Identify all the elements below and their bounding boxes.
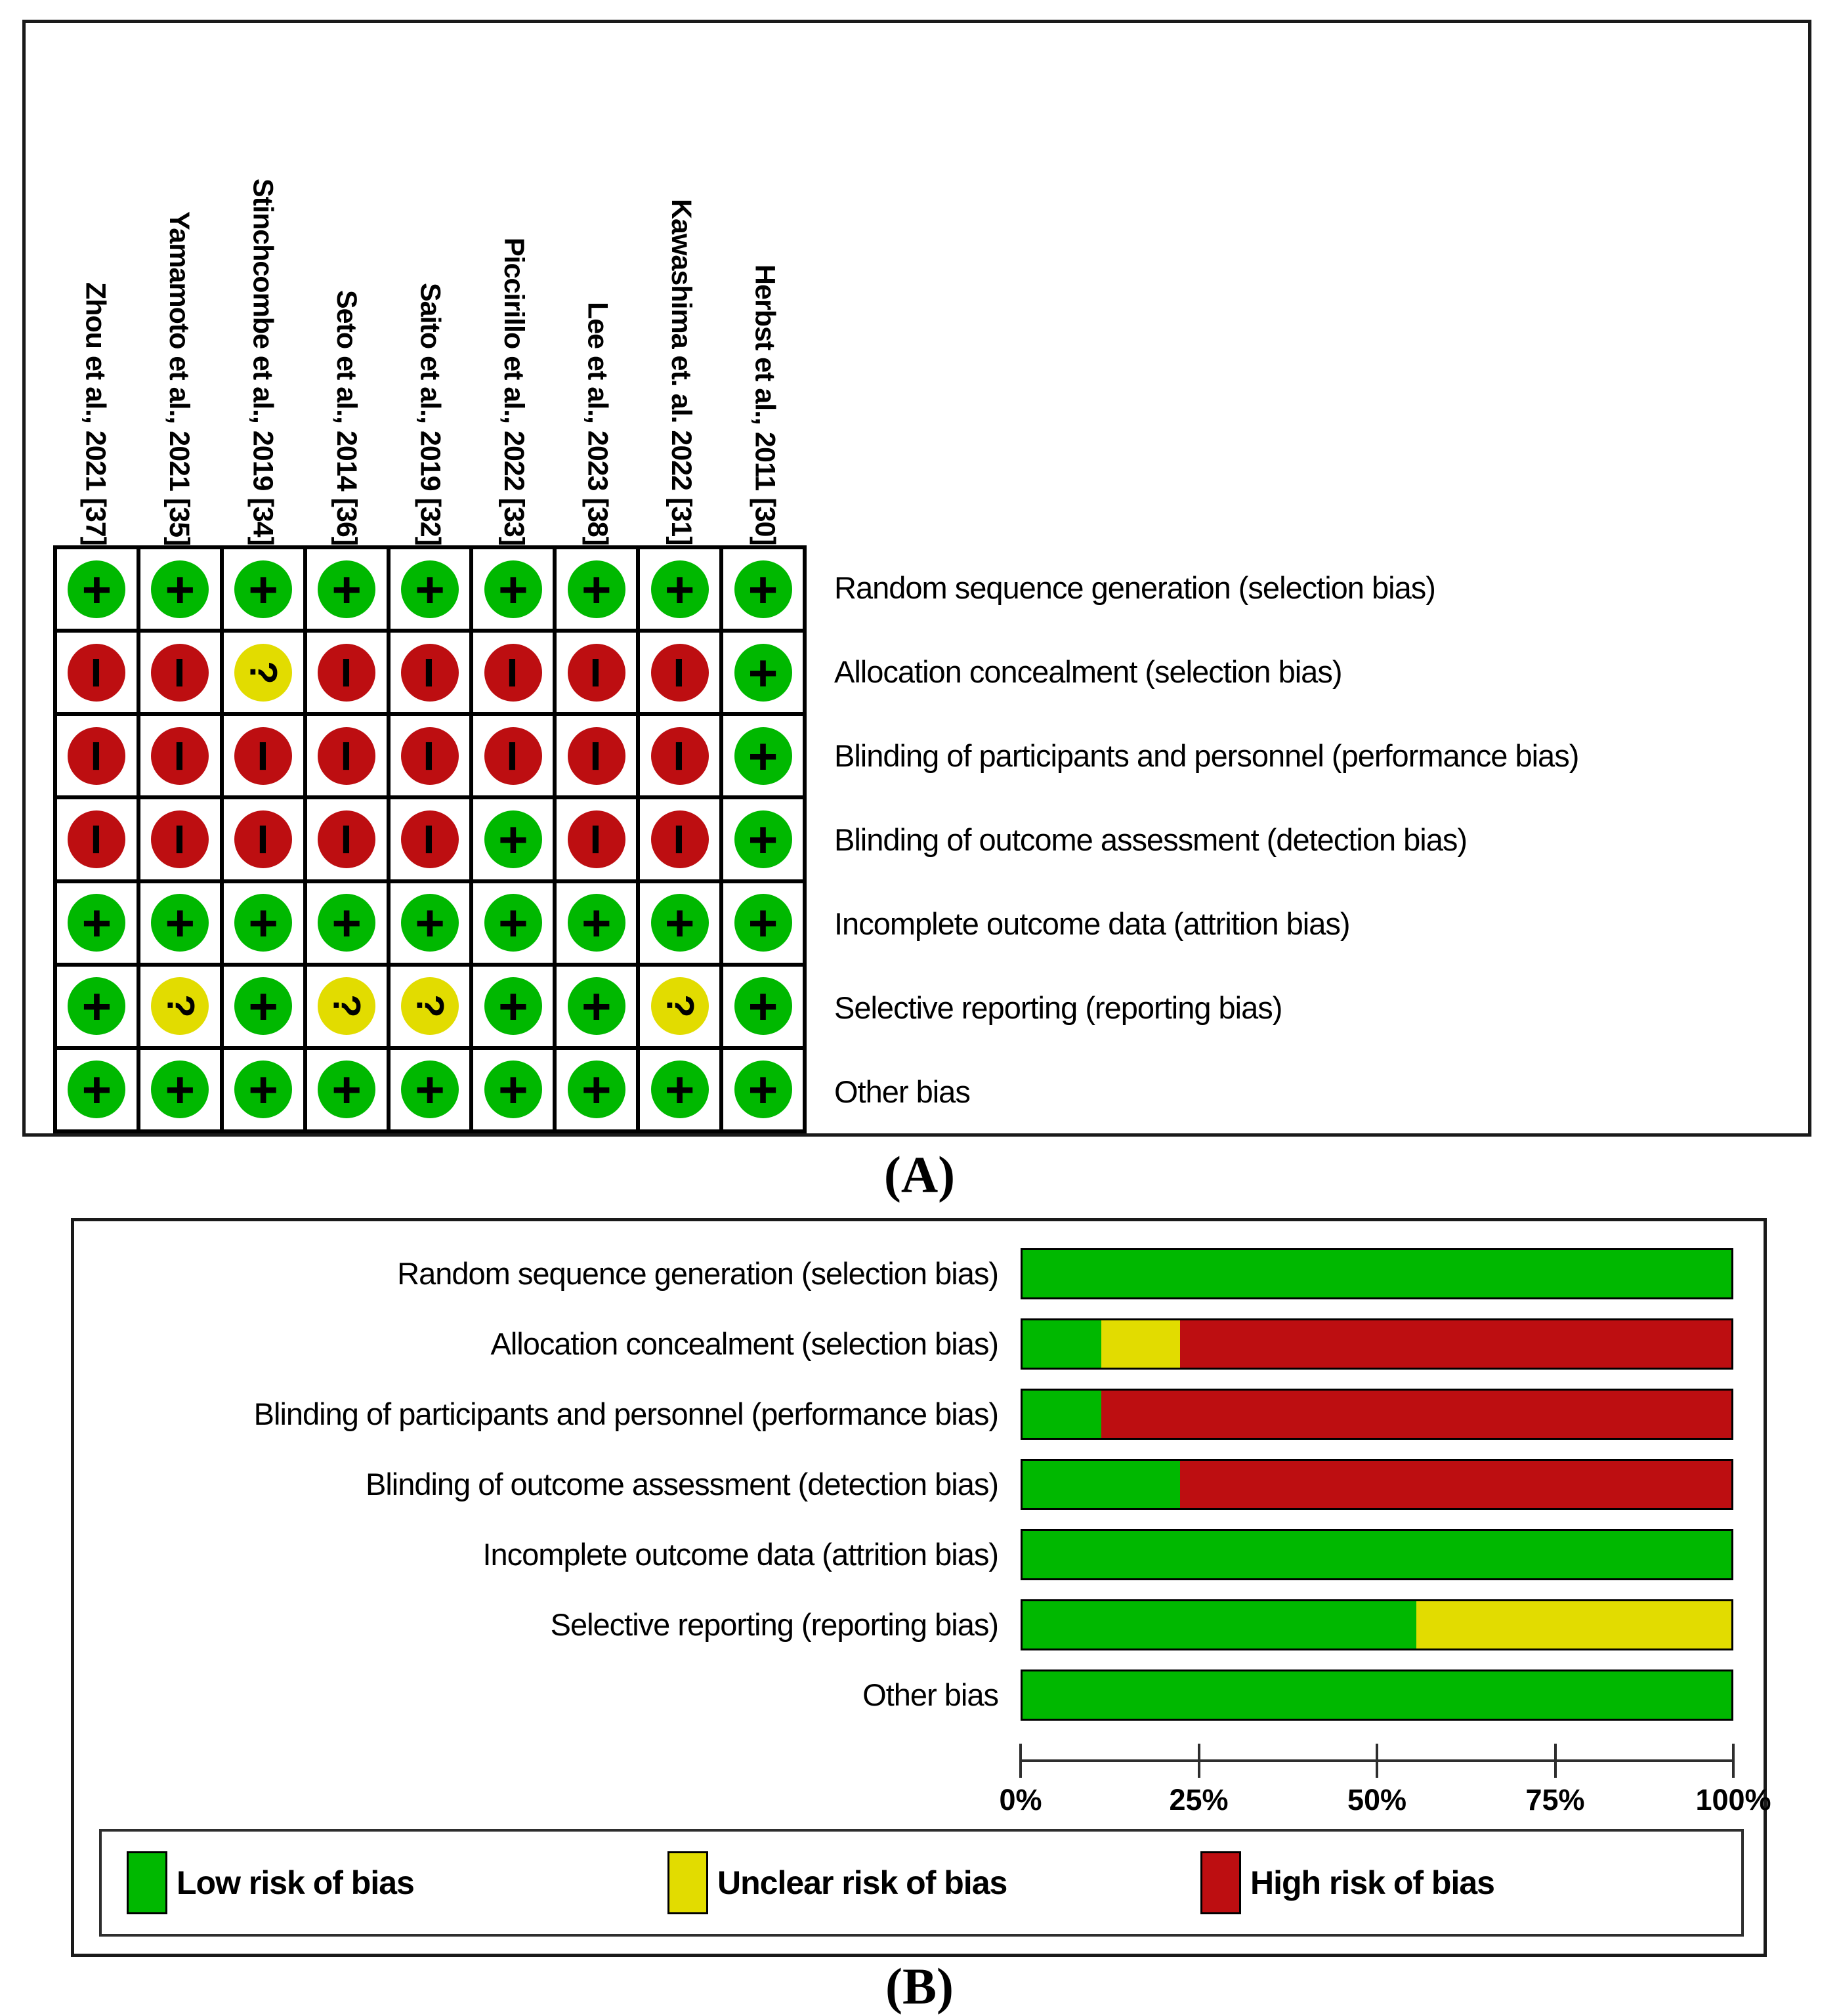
rob-symbol-low: + bbox=[748, 810, 778, 868]
rob-circle-low bbox=[484, 894, 542, 952]
rob-cell bbox=[555, 547, 638, 631]
rob-cell bbox=[638, 965, 721, 1048]
rob-symbol-low: + bbox=[415, 1060, 445, 1119]
rob-cell bbox=[305, 965, 389, 1048]
bar-track bbox=[1021, 1318, 1733, 1370]
rob-symbol-high: − bbox=[648, 656, 711, 689]
rob-symbol-high: − bbox=[316, 740, 378, 772]
rob-circle-low bbox=[651, 1060, 709, 1118]
rob-symbol-low: + bbox=[748, 726, 778, 785]
rob-circle-unclear bbox=[318, 977, 375, 1035]
domain-labels bbox=[834, 545, 1806, 1133]
panel-a-risk-of-bias-summary bbox=[22, 20, 1811, 1137]
rob-symbol-high: − bbox=[565, 823, 627, 856]
domain-label: Blinding of outcome assessment (detection bias) bbox=[834, 822, 1468, 857]
bar-segment-low bbox=[1023, 1461, 1180, 1508]
legend-swatch-unclear bbox=[667, 1851, 708, 1914]
rob-circle-low bbox=[484, 810, 542, 868]
rob-cell bbox=[638, 1048, 721, 1131]
legend-item-low bbox=[127, 1832, 414, 1934]
rob-circle-low bbox=[318, 894, 375, 952]
study-header-cell bbox=[555, 32, 639, 545]
rob-cell bbox=[138, 1048, 222, 1131]
bar-segment-low bbox=[1023, 1320, 1101, 1368]
rob-cell bbox=[555, 631, 638, 714]
rob-symbol-high: − bbox=[149, 740, 211, 772]
rob-cell bbox=[222, 881, 305, 965]
rob-cell bbox=[555, 965, 638, 1048]
study-header-cell bbox=[305, 32, 389, 545]
rob-symbol-low: + bbox=[498, 894, 528, 952]
rob-symbol-low: + bbox=[331, 1060, 362, 1119]
rob-circle-low bbox=[734, 894, 792, 952]
rob-circle-low bbox=[568, 1060, 625, 1118]
bar-segment-unclear bbox=[1101, 1320, 1180, 1368]
study-label: Yamamoto et al., 2021 [35] bbox=[163, 211, 195, 545]
rob-symbol-low: + bbox=[331, 894, 362, 952]
rob-circle-low bbox=[318, 560, 375, 618]
rob-cell bbox=[389, 547, 472, 631]
rob-cell bbox=[389, 714, 472, 797]
rob-symbol-low: + bbox=[248, 894, 278, 952]
rob-cell bbox=[555, 714, 638, 797]
rob-symbol-low: + bbox=[581, 1060, 612, 1119]
study-header-cell bbox=[221, 32, 305, 545]
bar-segment-high bbox=[1180, 1320, 1731, 1368]
study-header-cell bbox=[388, 32, 472, 545]
rob-circle-high bbox=[316, 727, 378, 785]
legend-swatch-high bbox=[1200, 1851, 1241, 1914]
rob-cell bbox=[721, 1048, 805, 1131]
rob-circle-low bbox=[234, 560, 292, 618]
domain-label: Incomplete outcome data (attrition bias) bbox=[834, 906, 1350, 941]
study-headers bbox=[53, 32, 807, 545]
rob-circle-unclear bbox=[234, 644, 292, 702]
rob-circle-low bbox=[651, 560, 709, 618]
rob-cell bbox=[305, 797, 389, 881]
rob-circle-high bbox=[66, 644, 128, 702]
rob-circle-high bbox=[66, 727, 128, 785]
rob-cell bbox=[471, 631, 555, 714]
rob-symbol-low: + bbox=[664, 1060, 695, 1119]
rob-circle-low bbox=[318, 1060, 375, 1118]
rob-cell bbox=[138, 714, 222, 797]
rob-circle-high bbox=[398, 727, 461, 785]
bar-segment-low bbox=[1023, 1601, 1416, 1648]
rob-symbol-high: − bbox=[66, 656, 128, 689]
rob-symbol-low: + bbox=[165, 1060, 196, 1119]
rob-symbol-high: − bbox=[648, 823, 711, 856]
rob-cell bbox=[389, 881, 472, 965]
rob-symbol-low: + bbox=[331, 560, 362, 618]
study-header-cell bbox=[639, 32, 723, 545]
bar-segment-low bbox=[1023, 1250, 1731, 1297]
rob-circle-low bbox=[68, 894, 125, 952]
rob-symbol-high: − bbox=[648, 740, 711, 772]
bar-track bbox=[1021, 1459, 1733, 1510]
rob-circle-high bbox=[484, 644, 542, 702]
axis-tick bbox=[1376, 1744, 1378, 1778]
rob-circle-high bbox=[565, 644, 627, 702]
rob-cell bbox=[305, 547, 389, 631]
rob-symbol-high: − bbox=[316, 656, 378, 689]
rob-symbol-high: − bbox=[565, 740, 627, 772]
rob-symbol-low: + bbox=[664, 894, 695, 952]
rob-symbol-high: − bbox=[316, 823, 378, 856]
rob-circle-high bbox=[398, 644, 461, 702]
rob-symbol-high: − bbox=[66, 823, 128, 856]
rob-cell bbox=[471, 714, 555, 797]
rob-symbol-high: − bbox=[149, 823, 211, 856]
rob-symbol-low: + bbox=[748, 643, 778, 702]
study-label: Lee et al., 2023 [38] bbox=[581, 302, 614, 545]
axis-tick-label: 0% bbox=[999, 1783, 1042, 1816]
rob-circle-low bbox=[234, 1060, 292, 1118]
rob-cell bbox=[138, 881, 222, 965]
rob-cell bbox=[638, 881, 721, 965]
bar-track bbox=[1021, 1599, 1733, 1650]
study-label: Saito et al., 2019 [32] bbox=[414, 282, 446, 545]
rob-symbol-low: + bbox=[748, 1060, 778, 1119]
rob-circle-low bbox=[734, 644, 792, 702]
rob-cell bbox=[389, 1048, 472, 1131]
rob-cell bbox=[721, 797, 805, 881]
domain-label: Random sequence generation (selection bias) bbox=[834, 570, 1435, 605]
rob-circle-low bbox=[734, 977, 792, 1035]
rob-cell bbox=[222, 547, 305, 631]
rob-cell bbox=[55, 881, 138, 965]
rob-symbol-low: + bbox=[415, 560, 445, 618]
rob-circle-low bbox=[401, 560, 459, 618]
rob-circle-low bbox=[568, 894, 625, 952]
study-label: Herbst et al., 2011 [30] bbox=[749, 264, 781, 545]
rob-cell bbox=[305, 631, 389, 714]
rob-cell bbox=[638, 797, 721, 881]
rob-cell bbox=[389, 797, 472, 881]
rob-circle-high bbox=[648, 810, 711, 868]
rob-symbol-unclear: ? bbox=[242, 660, 285, 684]
study-label: Seto et al., 2014 [36] bbox=[330, 289, 362, 545]
rob-circle-low bbox=[484, 977, 542, 1035]
chart-rows bbox=[74, 1238, 1764, 1730]
rob-grid bbox=[53, 545, 807, 1133]
rob-circle-low bbox=[734, 727, 792, 785]
rob-cell bbox=[55, 631, 138, 714]
bar-track bbox=[1021, 1389, 1733, 1440]
rob-circle-high bbox=[316, 810, 378, 868]
rob-symbol-high: − bbox=[149, 656, 211, 689]
legend-item-unclear bbox=[667, 1832, 1007, 1934]
rob-circle-low bbox=[68, 1060, 125, 1118]
rob-circle-unclear bbox=[401, 977, 459, 1035]
bar-segment-low bbox=[1023, 1671, 1731, 1719]
study-header-cell bbox=[723, 32, 807, 545]
rob-circle-low bbox=[151, 560, 209, 618]
rob-cell bbox=[305, 881, 389, 965]
caption-b: (B) bbox=[885, 1958, 954, 2015]
axis-tick bbox=[1732, 1744, 1735, 1778]
rob-cell bbox=[222, 714, 305, 797]
rob-symbol-low: + bbox=[498, 810, 528, 868]
axis-tick-label: 25% bbox=[1169, 1783, 1229, 1816]
rob-circle-low bbox=[568, 560, 625, 618]
bar-track bbox=[1021, 1529, 1733, 1580]
bar-segment-high bbox=[1101, 1391, 1731, 1438]
rob-symbol-low: + bbox=[81, 894, 112, 952]
rob-cell bbox=[55, 1048, 138, 1131]
rob-circle-high bbox=[565, 810, 627, 868]
x-axis bbox=[999, 1759, 1771, 1816]
rob-circle-low bbox=[401, 894, 459, 952]
axis-tick-label: 75% bbox=[1525, 1783, 1585, 1816]
rob-symbol-high: − bbox=[398, 823, 461, 856]
rob-circle-high bbox=[66, 810, 128, 868]
rob-circle-low bbox=[234, 894, 292, 952]
rob-symbol-high: − bbox=[66, 740, 128, 772]
bar-segment-low bbox=[1023, 1391, 1101, 1438]
bar-label: Blinding of participants and personnel (performance bias) bbox=[253, 1396, 998, 1431]
rob-symbol-low: + bbox=[248, 977, 278, 1036]
rob-symbol-low: + bbox=[498, 977, 528, 1036]
rob-cell bbox=[389, 965, 472, 1048]
study-header-cell bbox=[53, 32, 137, 545]
rob-cell bbox=[555, 1048, 638, 1131]
rob-cell bbox=[222, 1048, 305, 1131]
bar-segment-low bbox=[1023, 1531, 1731, 1578]
rob-circle-unclear bbox=[651, 977, 709, 1035]
rob-symbol-low: + bbox=[81, 1060, 112, 1119]
bar-track bbox=[1021, 1248, 1733, 1299]
rob-cell bbox=[555, 881, 638, 965]
axis-tick bbox=[1019, 1744, 1022, 1778]
rob-symbol-low: + bbox=[498, 1060, 528, 1119]
rob-circle-high bbox=[648, 644, 711, 702]
rob-symbol-high: − bbox=[232, 823, 295, 856]
rob-symbol-unclear: ? bbox=[408, 994, 452, 1018]
rob-symbol-low: + bbox=[664, 560, 695, 618]
rob-symbol-low: + bbox=[498, 560, 528, 618]
rob-circle-high bbox=[151, 810, 209, 868]
rob-cell bbox=[138, 965, 222, 1048]
domain-label: Other bias bbox=[834, 1074, 970, 1109]
rob-circle-low bbox=[151, 894, 209, 952]
rob-circle-low bbox=[151, 1060, 209, 1118]
domain-label: Selective reporting (reporting bias) bbox=[834, 990, 1282, 1025]
rob-circle-high bbox=[648, 727, 711, 785]
rob-cell bbox=[471, 547, 555, 631]
rob-symbol-low: + bbox=[581, 894, 612, 952]
bar-label: Allocation concealment (selection bias) bbox=[490, 1326, 998, 1361]
rob-circle-unclear bbox=[151, 977, 209, 1035]
rob-circle-high bbox=[484, 727, 542, 785]
legend-label: Unclear risk of bias bbox=[717, 1864, 1007, 1901]
rob-symbol-low: + bbox=[748, 894, 778, 952]
bar-label: Blinding of outcome assessment (detection bias) bbox=[365, 1467, 998, 1502]
study-label: Zhou et al., 2021 [37] bbox=[79, 282, 112, 545]
rob-symbol-low: + bbox=[248, 560, 278, 618]
rob-cell bbox=[305, 714, 389, 797]
axis-tick-label: 100% bbox=[1695, 1783, 1771, 1816]
rob-symbol-high: − bbox=[482, 740, 544, 772]
rob-cell bbox=[138, 631, 222, 714]
rob-symbol-high: − bbox=[398, 656, 461, 689]
rob-symbol-high: − bbox=[398, 740, 461, 772]
bar-label: Other bias bbox=[862, 1677, 998, 1712]
bar-row bbox=[74, 1660, 1764, 1730]
panel-b-risk-of-bias-graph bbox=[71, 1218, 1771, 1957]
legend-item-high bbox=[1200, 1832, 1494, 1934]
rob-circle-high bbox=[565, 727, 627, 785]
rob-symbol-low: + bbox=[165, 894, 196, 952]
study-label: Kawashima et. al. 2022 [31] bbox=[666, 199, 698, 545]
rob-cell bbox=[721, 881, 805, 965]
rob-circle-high bbox=[232, 810, 295, 868]
rob-circle-low bbox=[401, 1060, 459, 1118]
rob-symbol-low: + bbox=[415, 894, 445, 952]
rob-cell bbox=[638, 714, 721, 797]
bar-row bbox=[74, 1309, 1764, 1379]
study-header-cell bbox=[137, 32, 221, 545]
bar-row bbox=[74, 1379, 1764, 1449]
rob-symbol-low: + bbox=[248, 1060, 278, 1119]
rob-circle-low bbox=[734, 810, 792, 868]
rob-cell bbox=[55, 547, 138, 631]
bar-row bbox=[74, 1519, 1764, 1589]
rob-symbol-low: + bbox=[581, 977, 612, 1036]
rob-cell bbox=[222, 965, 305, 1048]
rob-cell bbox=[222, 631, 305, 714]
rob-cell bbox=[638, 547, 721, 631]
rob-symbol-unclear: ? bbox=[658, 994, 702, 1018]
rob-symbol-low: + bbox=[81, 977, 112, 1036]
bar-segment-high bbox=[1180, 1461, 1731, 1508]
rob-symbol-low: + bbox=[581, 560, 612, 618]
bar-row bbox=[74, 1238, 1764, 1309]
domain-label: Allocation concealment (selection bias) bbox=[834, 654, 1342, 689]
rob-symbol-unclear: ? bbox=[326, 994, 369, 1018]
rob-circle-low bbox=[734, 1060, 792, 1118]
domain-label: Blinding of participants and personnel (performance bias) bbox=[834, 738, 1579, 773]
rob-cell bbox=[471, 797, 555, 881]
rob-cell bbox=[305, 1048, 389, 1131]
rob-cell bbox=[222, 797, 305, 881]
rob-cell bbox=[55, 965, 138, 1048]
rob-circle-high bbox=[232, 727, 295, 785]
rob-cell bbox=[55, 797, 138, 881]
rob-symbol-high: − bbox=[482, 656, 544, 689]
rob-cell bbox=[721, 547, 805, 631]
bar-row bbox=[74, 1449, 1764, 1519]
bar-label: Random sequence generation (selection bias) bbox=[397, 1256, 998, 1291]
rob-circle-high bbox=[316, 644, 378, 702]
study-label: Stinchcombe et al., 2019 [34] bbox=[247, 178, 279, 545]
rob-symbol-low: + bbox=[81, 560, 112, 618]
rob-circle-low bbox=[68, 977, 125, 1035]
rob-circle-low bbox=[234, 977, 292, 1035]
rob-circle-low bbox=[68, 560, 125, 618]
legend-label: Low risk of bias bbox=[177, 1864, 414, 1901]
rob-cell bbox=[471, 881, 555, 965]
rob-circle-low bbox=[484, 560, 542, 618]
bar-label: Incomplete outcome data (attrition bias) bbox=[482, 1537, 998, 1572]
rob-cell bbox=[471, 965, 555, 1048]
rob-circle-low bbox=[568, 977, 625, 1035]
rob-circle-low bbox=[651, 894, 709, 952]
caption-a: (A) bbox=[883, 1146, 956, 1203]
rob-circle-high bbox=[151, 644, 209, 702]
rob-symbol-high: − bbox=[565, 656, 627, 689]
rob-cell bbox=[471, 1048, 555, 1131]
rob-circle-high bbox=[398, 810, 461, 868]
rob-symbol-low: + bbox=[165, 560, 196, 618]
rob-cell bbox=[138, 797, 222, 881]
rob-cell bbox=[638, 631, 721, 714]
axis-tick bbox=[1554, 1744, 1557, 1778]
rob-cell bbox=[138, 547, 222, 631]
rob-symbol-low: + bbox=[748, 977, 778, 1036]
rob-cell bbox=[389, 631, 472, 714]
axis-tick bbox=[1198, 1744, 1200, 1778]
bar-segment-unclear bbox=[1416, 1601, 1731, 1648]
rob-cell bbox=[555, 797, 638, 881]
rob-symbol-unclear: ? bbox=[159, 994, 202, 1018]
rob-circle-high bbox=[151, 727, 209, 785]
rob-symbol-low: + bbox=[748, 560, 778, 618]
rob-symbol-high: − bbox=[232, 740, 295, 772]
rob-circle-low bbox=[734, 560, 792, 618]
legend-label: High risk of bias bbox=[1250, 1864, 1494, 1901]
bar-row bbox=[74, 1589, 1764, 1660]
legend-swatch-low bbox=[127, 1851, 167, 1914]
axis-tick-label: 50% bbox=[1347, 1783, 1407, 1816]
study-header-cell bbox=[472, 32, 556, 545]
rob-cell bbox=[55, 714, 138, 797]
rob-cell bbox=[721, 965, 805, 1048]
rob-circle-low bbox=[484, 1060, 542, 1118]
legend bbox=[99, 1829, 1744, 1937]
study-label: Piccirillo et al., 2022 [33] bbox=[498, 237, 530, 545]
rob-cell bbox=[721, 714, 805, 797]
bar-track bbox=[1021, 1670, 1733, 1721]
rob-cell bbox=[721, 631, 805, 714]
bar-label: Selective reporting (reporting bias) bbox=[550, 1607, 998, 1642]
